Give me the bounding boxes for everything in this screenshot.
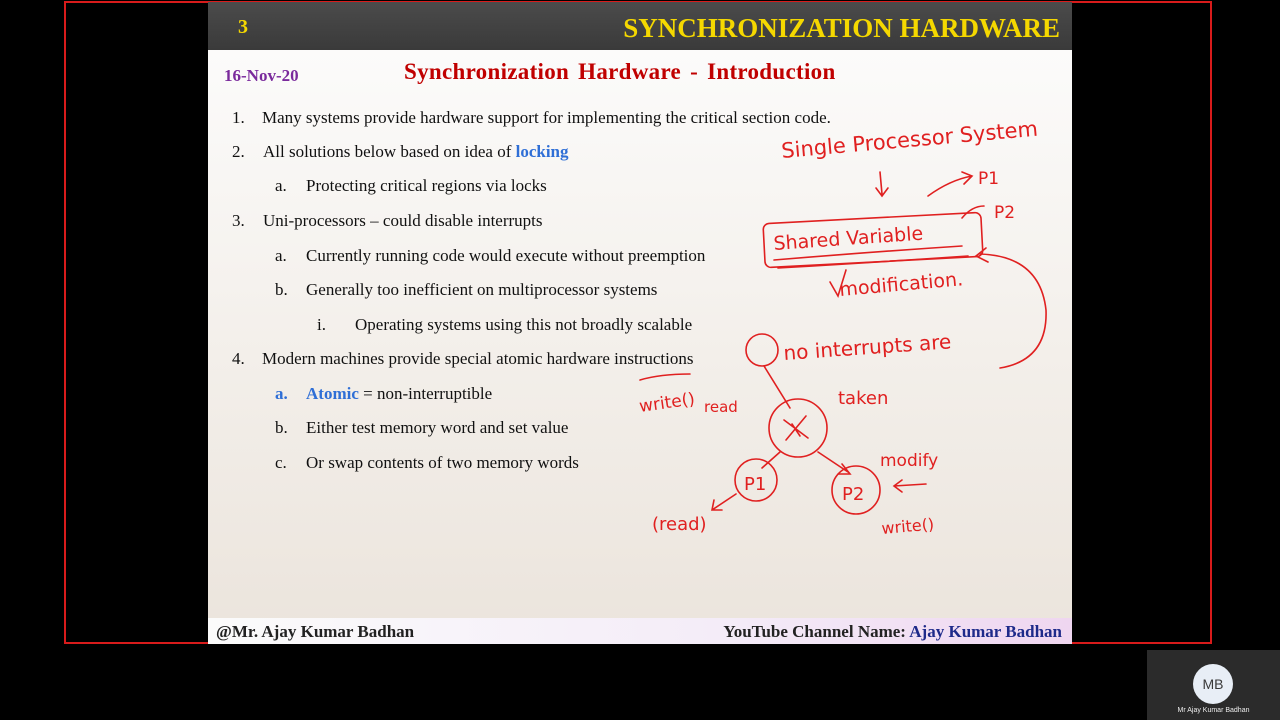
list-item-text-suffix: = non-interruptible <box>358 384 493 403</box>
list-item-text: Either test memory word and set value <box>306 418 569 437</box>
annotation-read-left: read <box>704 398 738 416</box>
annotation-read-bottom: (read) <box>652 514 707 535</box>
right-arrow-icon <box>928 172 972 196</box>
atomic-keyword: Atomic <box>306 384 359 403</box>
list-item-number: a. <box>275 384 288 403</box>
left-arrow-icon <box>894 480 926 492</box>
list-item-text: Many systems provide hardware support for implementing the critical section code. <box>262 108 831 127</box>
annotation-write-bottom: write() <box>880 514 935 538</box>
down-left-arrow-icon <box>712 494 736 510</box>
annotation-p1-bottom: P1 <box>744 474 767 495</box>
list-item-text: Protecting critical regions via locks <box>306 176 547 195</box>
annotation-modify: modify <box>880 451 939 471</box>
annotation-p1-top: P1 <box>978 169 1000 189</box>
list-item-text: Currently running code would execute without preemption <box>306 246 706 265</box>
list-item-text-prefix: All solutions below based on idea of <box>263 142 516 161</box>
slide-date: 16-Nov-20 <box>224 66 299 85</box>
participant-video-tile[interactable] <box>1147 650 1280 720</box>
list-item-number: i. <box>317 315 326 334</box>
annotation-single-processor: Single Processor System <box>780 116 1039 163</box>
list-item-number: a. <box>275 246 287 265</box>
annotation-shared-variable: Shared Variable <box>772 222 924 255</box>
list-item-number: a. <box>275 176 287 195</box>
curved-arrow-icon <box>980 254 1046 368</box>
arrow-to-p2-icon <box>818 452 850 474</box>
p-circle-top <box>746 334 778 366</box>
annotation-taken: taken <box>838 388 889 409</box>
list-item-text: Uni-processors – could disable interrupts <box>263 211 543 230</box>
list-item-number: 4. <box>232 349 245 368</box>
channel-name: Ajay Kumar Badhan <box>909 622 1062 641</box>
annotation-p2-bottom: P2 <box>842 484 865 505</box>
locking-keyword: locking <box>515 142 569 161</box>
list-item-text: Operating systems using this not broadly scalable <box>355 315 693 334</box>
list-item-number: c. <box>275 453 287 472</box>
slide-title: Synchronization Hardware - Introduction <box>404 59 836 84</box>
list-item-number: b. <box>275 418 288 437</box>
slide-number: 3 <box>238 16 248 38</box>
down-arrow-icon <box>876 172 888 196</box>
list-item-text: Or swap contents of two memory words <box>306 453 579 472</box>
list-item-number: 3. <box>232 211 245 230</box>
avatar: MB <box>1193 664 1233 704</box>
slide-header-title: SYNCHRONIZATION HARDWARE <box>623 13 1060 43</box>
annotation-modification: modification. <box>838 268 964 301</box>
shared-resource-circle <box>769 399 827 457</box>
author-credit: @Mr. Ajay Kumar Badhan <box>216 622 415 641</box>
list-item-text: Modern machines provide special atomic hardware instructions <box>262 349 694 368</box>
list-item-number: b. <box>275 280 288 299</box>
list-item-number: 2. <box>232 142 245 161</box>
participant-name: Mr Ajay Kumar Badhan <box>1177 707 1250 714</box>
annotation-write-left: write() <box>637 389 697 417</box>
list-item-number: 1. <box>232 108 245 127</box>
scribble-mark <box>784 416 808 440</box>
list-item-text: Generally too inefficient on multiprocessor systems <box>306 280 658 299</box>
dash-stroke <box>640 374 690 380</box>
channel-label: YouTube Channel Name: <box>723 622 910 641</box>
annotation-p2-top: P2 <box>994 203 1016 223</box>
annotation-interrupts: no interrupts are <box>782 329 953 365</box>
